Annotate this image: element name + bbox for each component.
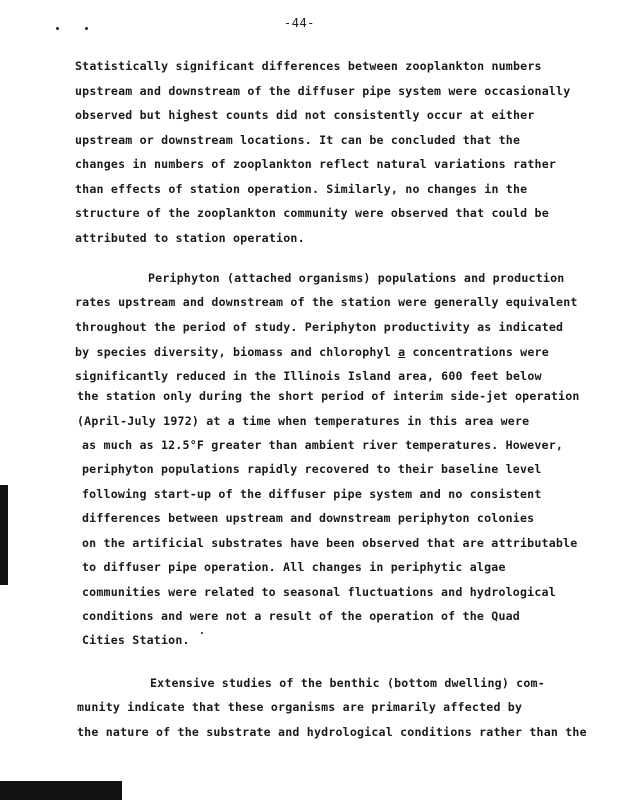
text-line: rates upstream and downstream of the station were generally equivalent (75, 295, 578, 309)
text-run: concentrations were (405, 345, 549, 359)
underlined-a: a (398, 345, 406, 359)
text-line-chlorophyl (75, 345, 549, 359)
text-line: structure of the zooplankton community were observed that could be (75, 206, 549, 220)
text-line: the station only during the short period of interim side-jet operation (77, 389, 580, 403)
scan-border-bottom (0, 781, 122, 800)
scan-border-left (0, 485, 8, 585)
page-number: -44- (284, 16, 315, 30)
text-line: changes in numbers of zooplankton reflect natural variations rather (75, 157, 557, 171)
text-line: upstream and downstream of the diffuser pipe system were occasionally (75, 84, 571, 98)
text-run: by species diversity, biomass and chlorophyl (75, 345, 399, 359)
text-line: the nature of the substrate and hydrological conditions rather than the (77, 725, 587, 739)
text-line: Statistically significant differences between zooplankton numbers (75, 59, 542, 73)
text-line: as much as 12.5°F greater than ambient river temperatures. However, (82, 438, 564, 452)
text-line: communities were related to seasonal fluctuations and hydrological (82, 585, 556, 599)
text-line: (April-July 1972) at a time when temperatures in this area were (77, 414, 530, 428)
text-line: observed but highest counts did not consistently occur at either (75, 108, 535, 122)
scan-speck (201, 632, 203, 634)
text-line: Cities Station. (82, 633, 190, 647)
text-line: attributed to station operation. (75, 231, 305, 245)
text-line: to diffuser pipe operation. All changes in periphytic algae (82, 560, 506, 574)
scan-speck (85, 27, 88, 30)
text-line: following start-up of the diffuser pipe system and no consistent (82, 487, 542, 501)
text-line: Extensive studies of the benthic (bottom dwelling) com- (150, 676, 545, 690)
text-line: upstream or downstream locations. It can be concluded that the (75, 133, 521, 147)
text-line: munity indicate that these organisms are primarily affected by (77, 700, 523, 714)
text-line: Periphyton (attached organisms) populations and production (148, 271, 565, 285)
text-line: conditions and were not a result of the operation of the Quad (82, 609, 520, 623)
text-line: than effects of station operation. Similarly, no changes in the (75, 182, 528, 196)
text-line: throughout the period of study. Periphyton productivity as indicated (75, 320, 564, 334)
text-line: differences between upstream and downstream periphyton colonies (82, 511, 535, 525)
text-line: significantly reduced in the Illinois Island area, 600 feet below (75, 369, 542, 383)
text-line: on the artificial substrates have been observed that are attributable (82, 536, 578, 550)
text-line: periphyton populations rapidly recovered to their baseline level (82, 462, 542, 476)
scan-speck (56, 27, 59, 30)
